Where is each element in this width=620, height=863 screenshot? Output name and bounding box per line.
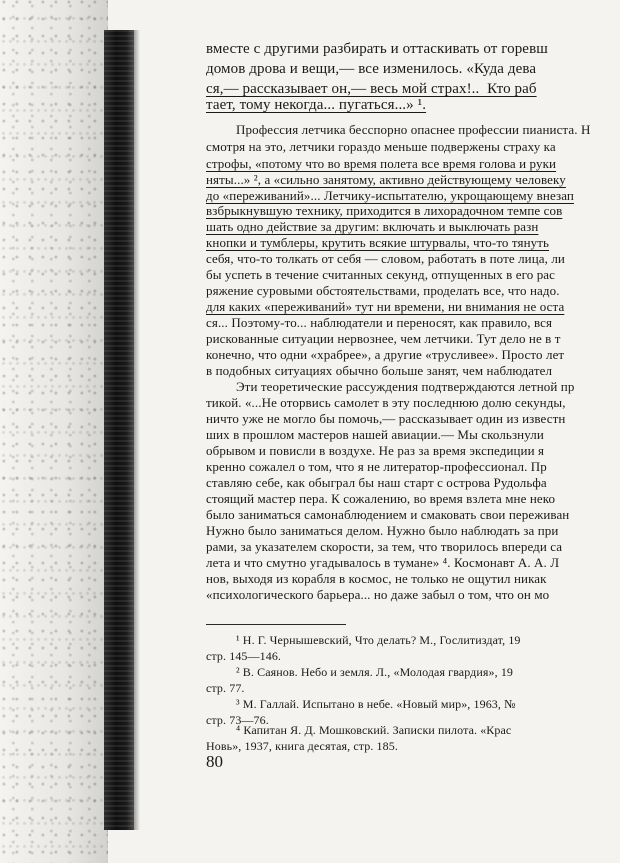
footnote-2: ² В. Саянов. Небо и земля. Л., «Молодая гвардия», 19 (236, 665, 514, 679)
book-spine-shadow (104, 30, 134, 830)
body-line-20: ших в прошлом мастеров нашей авиации.— Мы скользнули (206, 427, 544, 442)
scan-edge-noise (0, 0, 108, 863)
footnote-separator (206, 624, 346, 625)
body-line-17: Эти теоретические рассуждения подтверждаются летной пр (236, 379, 575, 394)
page-number: 80 (206, 752, 223, 771)
body-line-12: для каких «переживаний» тут ни времени, ни внимания не оста (206, 299, 565, 314)
body-line-27: рами, за указателем скорости, за тем, что творилось впереди са (206, 539, 563, 554)
body-line-28: лета и что смутно угадывалось в тумане» ⁴. Космонавт А. А. Л (206, 555, 560, 570)
top-line-1: вместе с другими разбирать и оттаскивать от горевш (206, 41, 548, 57)
body-line-24: стоящий мастер пера. К сожалению, во время взлета мне неко (206, 491, 556, 506)
body-line-18: тикой. «...Не оторвись самолет в эту последнюю долю секунды, (206, 395, 566, 410)
body-line-30: «психологического барьера... но даже забыл о том, что он мо (206, 587, 550, 602)
body-line-14: рискованные ситуации нервознее, чем летчики. Тут дело не в т (206, 331, 561, 346)
footnote-3: ³ М. Галлай. Испытано в небе. «Новый мир», 1963, № (236, 697, 516, 711)
body-line-25: было заниматься самонаблюдением и смаковать свои переживан (206, 507, 570, 522)
body-line-5: до «переживаний»... Летчику-испытателю, укрощающему внезап (206, 188, 574, 203)
top-line-4: тает, тому некогда... пугаться...» ¹. (206, 97, 427, 113)
footnote-4-cont: Новь», 1937, книга десятая, стр. 185. (206, 739, 398, 753)
body-line-13: ся... Поэтому-то... наблюдатели и переносят, как правило, вся (206, 315, 553, 330)
body-line-8: кнопки и тумблеры, крутить всякие штурвалы, что-то тянуть (206, 235, 550, 250)
body-line-10: бы успеть в течение считанных секунд, отпущенных в его рас (206, 267, 556, 282)
footnote-1: ¹ Н. Г. Чернышевский, Что делать? М., Гослитиздат, 19 (236, 633, 521, 647)
body-line-15: конечно, что одни «храбрее», а другие «трусливее». Просто лет (206, 347, 565, 362)
footnote-2-cont: стр. 77. (206, 681, 245, 695)
body-line-7: шать одно действие за другим: включать и выключать разн (206, 219, 539, 234)
body-line-2: смотря на это, летчики гораздо меньше подвержены страху ка (206, 139, 556, 154)
body-line-9: себя, что-то толкать от себя — словом, работать в поте лица, ли (206, 251, 565, 266)
body-line-23: ставляю себе, как обыграл бы наш старт с острова Рудольфа (206, 475, 547, 490)
spine-edge-gradient (134, 30, 140, 830)
body-line-1: Профессия летчика бесспорно опаснее профессии пианиста. Н (236, 122, 591, 137)
body-line-19: ничто уже не могло бы помочь,— рассказывает один из известн (206, 411, 566, 426)
body-line-6: взбрыкнувшую технику, приходится в лихорадочном темпе сов (206, 203, 563, 218)
body-line-4: няты...» ², а «сильно занятому, активно действующему человеку (206, 172, 566, 187)
body-line-11: ряжение суровыми обстоятельствами, проделать все, что надо. (206, 283, 560, 298)
footnote-4: ⁴ Капитан Я. Д. Мошковский. Записки пилота. «Крас (236, 723, 512, 737)
top-line-2: домов дрова и вещи,— все изменилось. «Куда дева (206, 61, 537, 77)
body-line-26: Нужно было заниматься делом. Нужно было наблюдать за при (206, 523, 559, 538)
top-line-3: ся,— рассказывает он,— весь мой страх!.. Кто раб (206, 81, 537, 97)
body-line-16: в подобных ситуациях обычно больше занят, чем наблюдател (206, 363, 553, 378)
footnote-1-cont: стр. 145—146. (206, 649, 282, 663)
body-line-29: нов, выходя из корабля в космос, не только не ощутил никак (206, 571, 547, 586)
body-line-22: кренно сожалел о том, что я не литератор-профессионал. Пр (206, 459, 547, 474)
body-line-21: обрывом и повисли в воздухе. Не раз за время экспедиции я (206, 443, 545, 458)
footnote-3-cont: стр. 73—76. (206, 713, 269, 727)
body-line-3: строфы, «потому что во время полета все время голова и руки (206, 156, 557, 171)
